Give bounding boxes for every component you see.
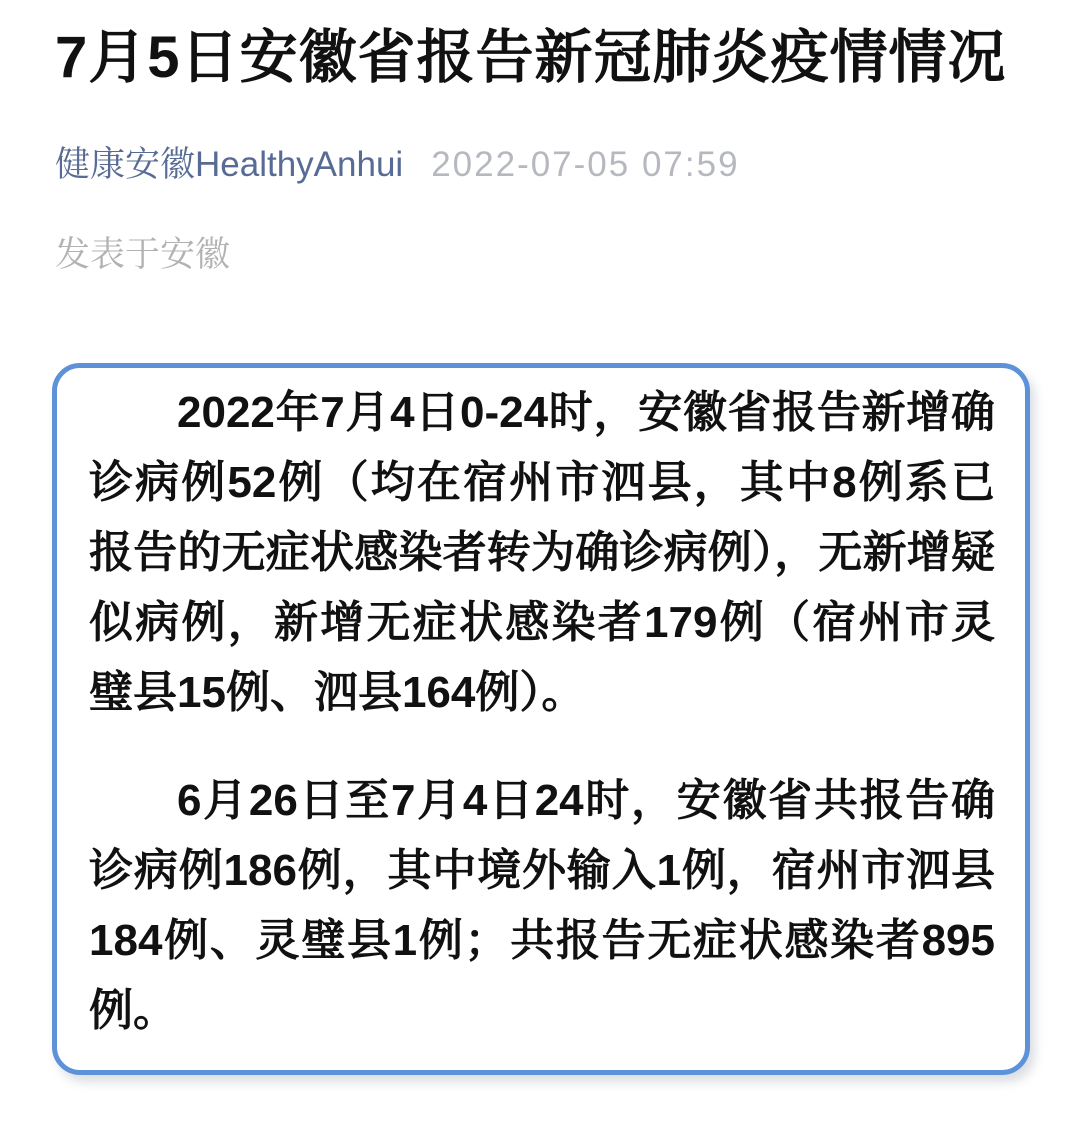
article-title: 7月5日安徽省报告新冠肺炎疫情情况 [55, 25, 1007, 90]
notice-paragraph-2: 6月26日至7月4日24时，安徽省共报告确诊病例186例，其中境外输入1例，宿州市泗县184例、灵璧县1例；共报告无症状感染者895例。 [89, 775, 995, 1035]
publish-time: 2022-07-05 07:59 [431, 144, 740, 184]
notice-box [52, 363, 1030, 1075]
article-meta-row [55, 137, 1032, 187]
author-link[interactable]: 健康安徽HealthyAnhui [55, 144, 404, 184]
publish-location: 发表于安徽 [55, 234, 231, 274]
notice-paragraph-1: 2022年7月4日0-24时，安徽省报告新增确诊病例52例（均在宿州市泗县，其中8例系已报告的无症状感染者转为确诊病例），无新增疑似病例，新增无症状感染者179例（宿州市灵璧县15例、泗县164例）。 [89, 387, 995, 717]
